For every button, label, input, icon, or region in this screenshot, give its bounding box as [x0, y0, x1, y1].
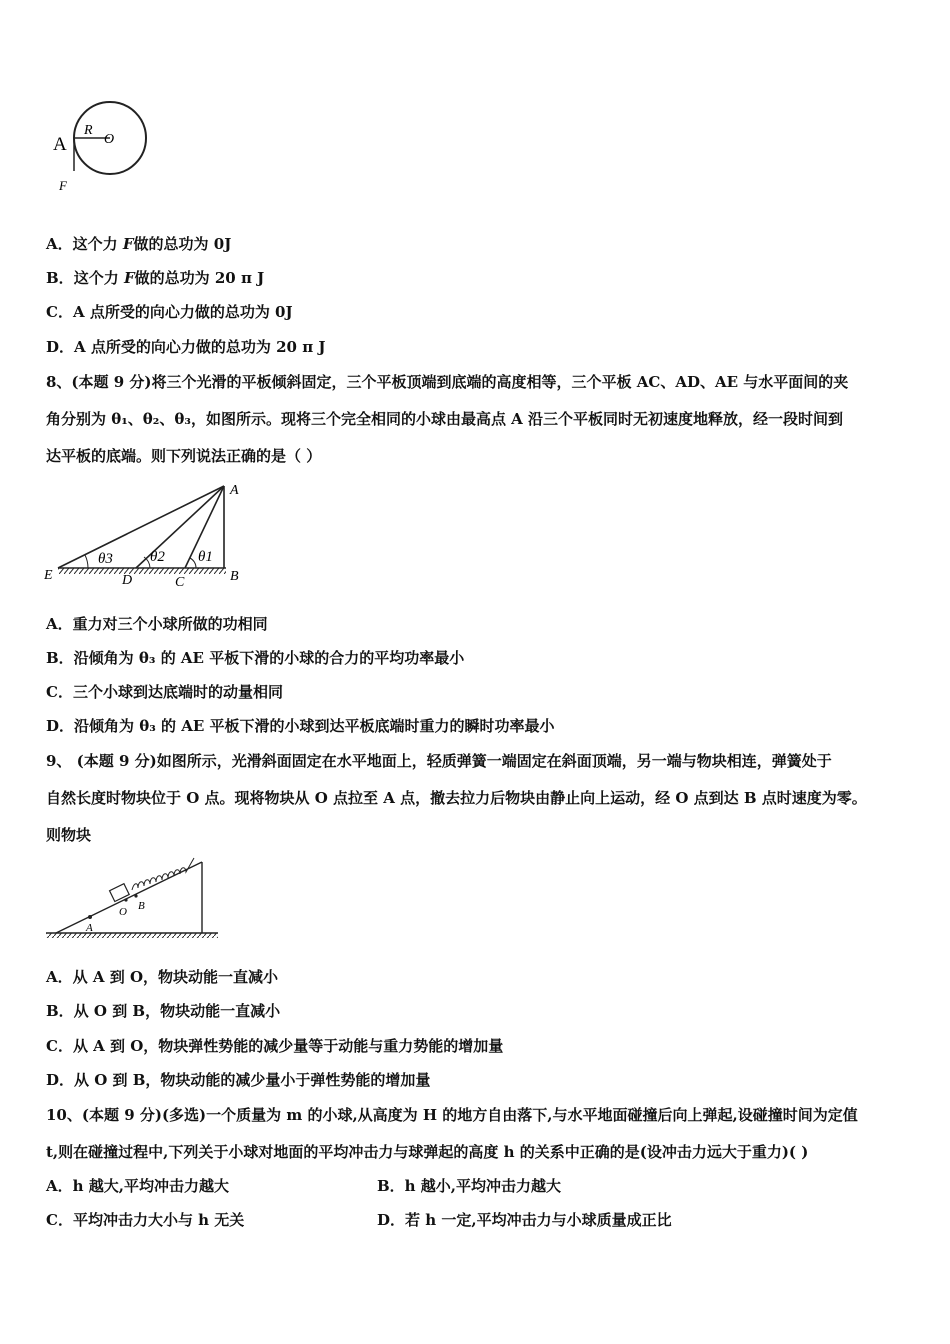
q9-stem-line-2: 自然长度时物块位于 O 点。现将物块从 O 点拉至 A 点，撤去拉力后物块由静止向上运动，经 O 点到达 B 点时速度为零。	[46, 789, 867, 807]
q9-option-c: C．从 A 到 O，物块弹性势能的减少量等于动能与重力势能的增加量	[46, 1037, 504, 1055]
q7-label-f: F	[59, 178, 67, 193]
q8-arc-theta3	[85, 555, 88, 568]
q9-option-d: D．从 O 到 B，物块动能的减少量小于弹性势能的增加量	[46, 1071, 431, 1089]
q9-stem-line-3: 则物块	[46, 826, 92, 844]
q9-option-a: A．从 A 到 O，物块动能一直减小	[46, 968, 279, 986]
q8-label-a: A	[230, 483, 239, 498]
q9-label-b: B	[138, 900, 145, 912]
q10-option-c: C．平均冲击力大小与 h 无关	[46, 1211, 245, 1229]
q8-incline-figure	[44, 478, 254, 590]
q9-stem-line-1: 9、 (本题 9 分)如图所示，光滑斜面固定在水平地面上，轻质弹簧一端固定在斜面顶端，另一端与物块相连，弹簧处于	[46, 752, 832, 770]
q8-stem-line-2: 角分别为 θ₁、θ₂、θ₃，如图所示。现将三个完全相同的小球由最高点 A 沿三个平板同时无初速度地释放，经一段时间到	[46, 410, 844, 428]
q7-option-d: D．A 点所受的向心力做的总功为 20 π J	[46, 338, 326, 356]
q8-label-c: C	[175, 575, 185, 590]
q7-option-a: A．这个力 F做的总功为 0J	[46, 235, 232, 253]
q8-label-theta3: θ3	[98, 551, 113, 567]
q7-label-o: O	[104, 132, 115, 147]
q8-ground-hatch	[58, 568, 226, 574]
q9-spring-incline-figure	[44, 852, 224, 942]
q7-circle-figure	[48, 96, 158, 196]
q8-arc-theta1	[190, 558, 196, 568]
q8-option-b: B．沿倾角为 θ₃ 的 AE 平板下滑的小球的合力的平均功率最小	[46, 649, 465, 667]
q7-option-c: C．A 点所受的向心力做的总功为 0J	[46, 303, 293, 321]
q10-option-b: B．h 越小,平均冲击力越大	[377, 1177, 562, 1195]
q9-label-o: O	[119, 906, 127, 918]
q8-label-d: D	[122, 573, 133, 588]
q9-option-b: B．从 O 到 B，物块动能一直减小	[46, 1002, 281, 1020]
q10-option-d: D．若 h 一定,平均冲击力与小球质量成正比	[377, 1211, 672, 1229]
q9-point-o-dot	[124, 898, 127, 901]
q9-spring	[132, 858, 194, 890]
q8-option-d: D．沿倾角为 θ₃ 的 AE 平板下滑的小球到达平板底端时重力的瞬时功率最小	[46, 717, 555, 735]
q8-option-a: A．重力对三个小球所做的功相同	[46, 615, 268, 633]
q8-label-b: B	[230, 569, 239, 584]
q8-label-theta2: θ2	[150, 549, 165, 565]
q10-stem-line-1: 10、(本题 9 分)(多选)一个质量为 m 的小球,从高度为 H 的地方自由落下,与水平地面碰撞后向上弹起,设碰撞时间为定值	[46, 1106, 858, 1124]
q7-option-b: B．这个力 F做的总功为 20 π J	[46, 269, 265, 287]
q9-point-b-dot	[134, 894, 137, 897]
q8-stem-line-3: 达平板的底端。则下列说法正确的是（ ）	[46, 447, 322, 465]
q10-option-a: A．h 越大,平均冲击力越大	[46, 1177, 229, 1195]
q9-point-a-dot	[88, 915, 92, 919]
q7-label-r: R	[84, 123, 93, 138]
q9-ground-hatch	[46, 933, 218, 938]
q9-label-a: A	[86, 922, 93, 934]
q8-label-e: E	[44, 568, 53, 583]
q8-stem-line-1: 8、(本题 9 分)将三个光滑的平板倾斜固定，三个平板顶端到底端的高度相等，三个平板 AC、AD、AE 与水平面间的夹	[46, 373, 849, 391]
q8-option-c: C．三个小球到达底端时的动量相同	[46, 683, 283, 701]
q8-label-theta1: θ1	[198, 549, 213, 565]
q7-label-a: A	[53, 134, 67, 155]
q10-stem-line-2: t,则在碰撞过程中,下列关于小球对地面的平均冲击力与球弹起的高度 h 的关系中正确的是(设冲击力远大于重力)( )	[46, 1143, 809, 1161]
